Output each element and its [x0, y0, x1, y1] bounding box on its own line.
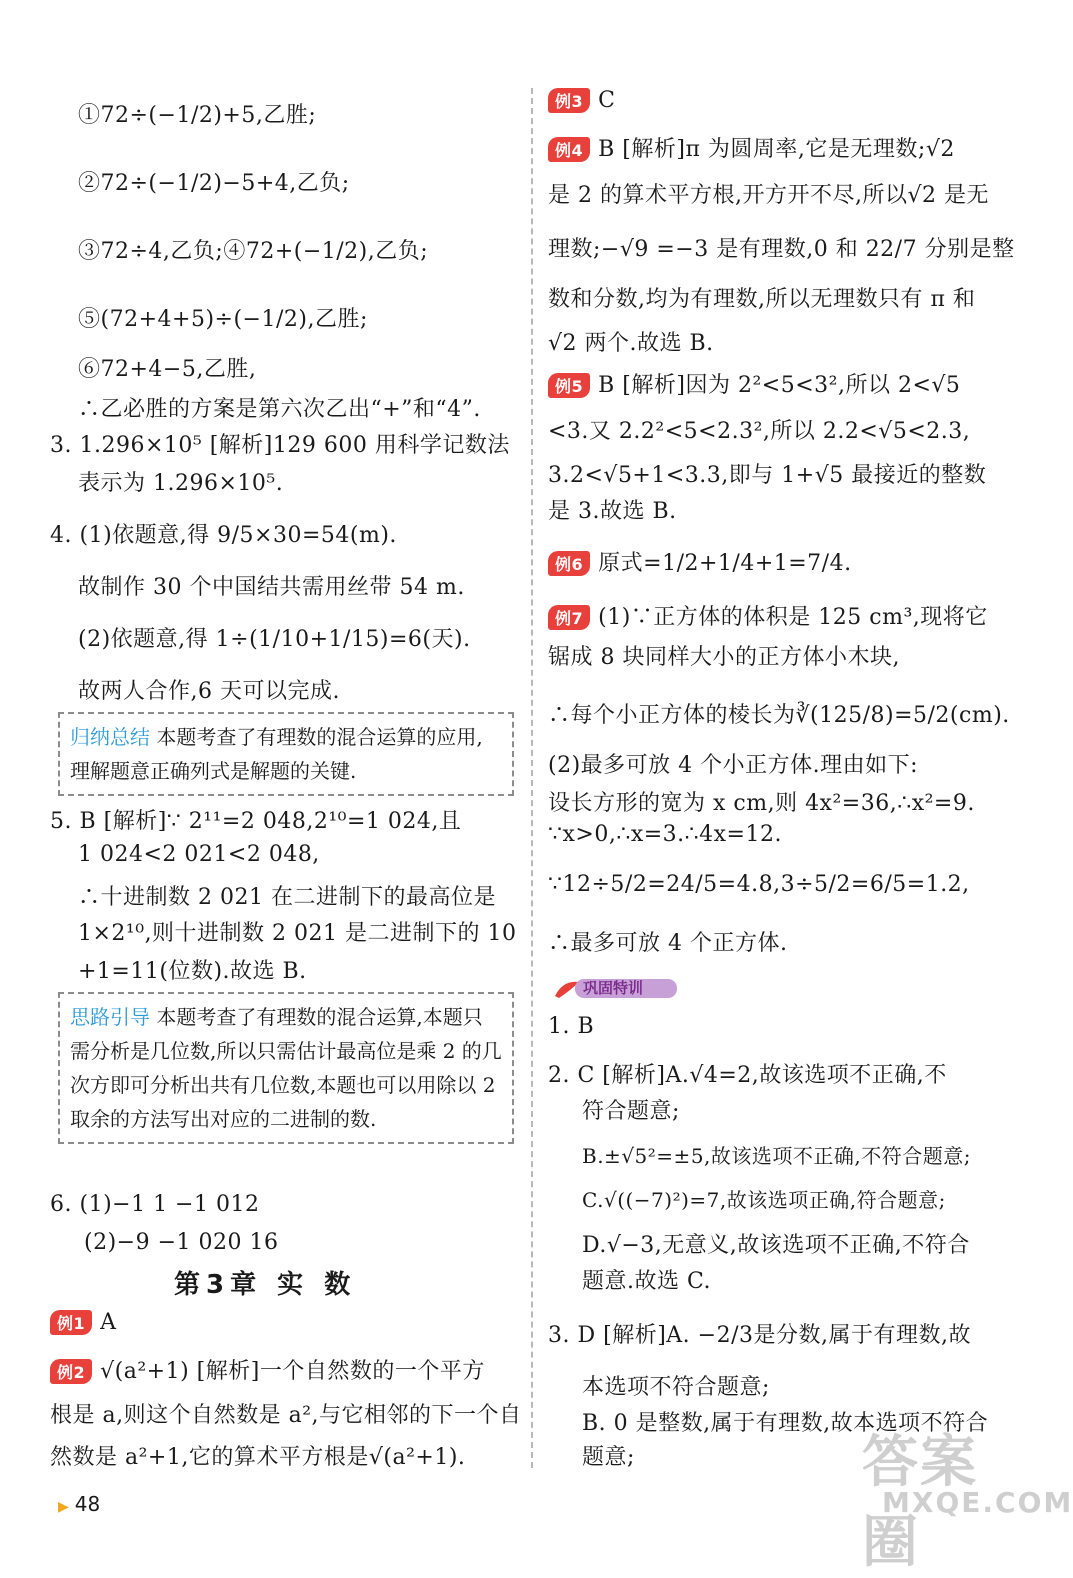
text-line: ③72÷4,乙负;④72+(−1/2),乙负; [78, 239, 429, 264]
hint-box [58, 992, 514, 1144]
example-tag: 例1 [50, 1310, 92, 1335]
example-text: √(a²+1) [解析]一个自然数的一个平方 [100, 1359, 485, 1384]
example-tag: 例7 [548, 605, 590, 630]
text-line: 数和分数,均为有理数,所以无理数只有 π 和 [548, 287, 976, 312]
text-line: <3.又 2.2²<5<2.3²,所以 2.2<√5<2.3, [548, 419, 971, 444]
example-line [548, 88, 615, 113]
text-line: C.√((−7)²)=7,故该选项正确,符合题意; [582, 1188, 946, 1212]
chapter-title: 第3章 实 数 [174, 1270, 357, 1300]
text-line: ∴每个小正方体的棱长为∛(125/8)=5/2(cm). [548, 703, 1010, 728]
text-line: 题意; [582, 1445, 635, 1470]
text-line: 符合题意; [582, 1099, 680, 1124]
text-line: 理数;−√9 =−3 是有理数,0 和 22/7 分别是整 [548, 237, 1015, 262]
text-line: ∴十进制数 2 021 在二进制下的最高位是 [78, 885, 496, 910]
column-divider [531, 88, 533, 1468]
text-line: ⑤(72+4+5)÷(−1/2),乙胜; [78, 307, 368, 332]
example-tag: 例5 [548, 373, 590, 398]
example-text: B [解析]因为 2²<5<3²,所以 2<√5 [598, 373, 961, 398]
summary-box-head: 归纳总结 [70, 725, 150, 749]
text-line: 锯成 8 块同样大小的正方体小木块, [548, 645, 900, 670]
example-line [548, 132, 955, 163]
example-line [50, 1354, 485, 1385]
text-line: 4. (1)依题意,得 9/5×30=54(m). [50, 523, 397, 548]
example-text: 原式=1/2+1/4+1=7/4. [598, 551, 852, 576]
watermark-url: MXQE.COM [882, 1486, 1073, 1519]
example-line [548, 368, 960, 399]
example-text: B [解析]π 为圆周率,它是无理数;√2 [598, 137, 955, 162]
text-line: 3.2<√5+1<3.3,即与 1+√5 最接近的整数 [548, 463, 987, 488]
text-line: (2)最多可放 4 个小正方体.理由如下: [548, 753, 919, 778]
text-line: 1 024<2 021<2 048, [78, 842, 320, 867]
watermark-text: 答案圈 [862, 1430, 978, 1575]
text-line: ⑥72+4−5,乙胜, [78, 357, 257, 382]
text-line: 题意.故选 C. [582, 1269, 712, 1294]
text-line: D.√−3,无意义,故该选项不正确,不符合 [582, 1233, 970, 1258]
text-line: ②72÷(−1/2)−5+4,乙负; [78, 171, 350, 196]
text-line: 3. 1.296×10⁵ [解析]129 600 用科学记数法 [50, 433, 510, 458]
text-line: ∵x>0,∴x=3.∴4x=12. [548, 822, 782, 847]
section-banner-label: 巩固特训 [583, 979, 644, 997]
example-line: 然数是 a²+1,它的算术平方根是√(a²+1). [50, 1445, 466, 1470]
text-line: 是 2 的算术平方根,开方开不尽,所以√2 是无 [548, 183, 989, 208]
text-line: 设长方形的宽为 x cm,则 4x²=36,∴x²=9. [548, 791, 975, 816]
text-line: ∴乙必胜的方案是第六次乙出“+”和“4”. [78, 397, 481, 422]
example-line [548, 600, 988, 631]
example-line [548, 546, 852, 577]
text-line: √2 两个.故选 B. [548, 331, 714, 356]
example-line: 根是 a,则这个自然数是 a²,与它相邻的下一个自 [50, 1403, 522, 1428]
summary-box-text: 本题考查了有理数的混合运算的应用,理解题意正确列式是解题的关键. [70, 725, 483, 783]
text-line: ∴最多可放 4 个正方体. [548, 931, 788, 956]
text-line: 故两人合作,6 天可以完成. [78, 679, 340, 704]
text-line: (2)依题意,得 1÷(1/10+1/15)=6(天). [78, 627, 471, 652]
text-line: 1×2¹⁰,则十进制数 2 021 是二进制下的 10 [78, 921, 517, 946]
example-text: A [100, 1310, 117, 1335]
section-banner [553, 976, 683, 1000]
text-line: ∵12÷5/2=24/5=4.8,3÷5/2=6/5=1.2, [548, 872, 970, 897]
text-line: B.±√5²=±5,故该选项不正确,不符合题意; [582, 1144, 971, 1168]
triangle-icon: ▶ [58, 1499, 69, 1515]
hint-box-head: 思路引导 [70, 1005, 150, 1029]
text-line: ①72÷(−1/2)+5,乙胜; [78, 103, 317, 128]
text-line: B. 0 是整数,属于有理数,故本选项不符合 [582, 1411, 989, 1436]
summary-box [58, 712, 514, 796]
text-line: +1=11(位数).故选 B. [78, 959, 307, 984]
hint-box-text: 本题考查了有理数的混合运算,本题只需分析是几位数,所以只需估计最高位是乘 2 的几次方即可分析出共有几位数,本题也可以用除以 2 取余的方法写出对应的二进制的数. [70, 1005, 502, 1131]
text-line: 表示为 1.296×10⁵. [78, 471, 284, 496]
page-number-text: 48 [74, 1492, 101, 1516]
page-number [58, 1492, 100, 1516]
text-line: 3. D [解析]A. −2/3是分数,属于有理数,故 [548, 1323, 971, 1348]
text-line: (2)−9 −1 020 16 [84, 1230, 279, 1255]
watermark [862, 1418, 1073, 1578]
text-line: 1. B [548, 1014, 595, 1039]
example-tag: 例6 [548, 551, 590, 576]
example-tag: 例4 [548, 137, 590, 162]
example-tag: 例3 [548, 88, 590, 113]
example-text: C [598, 88, 616, 113]
text-line: 6. (1)−1 1 −1 012 [50, 1192, 260, 1217]
example-line [50, 1310, 117, 1335]
text-line: 5. B [解析]∵ 2¹¹=2 048,2¹⁰=1 024,且 [50, 809, 462, 834]
text-line: 故制作 30 个中国结共需用丝带 54 m. [78, 575, 465, 600]
text-line: 是 3.故选 B. [548, 499, 677, 524]
text-line: 本选项不符合题意; [582, 1375, 770, 1400]
example-text: (1)∵正方体的体积是 125 cm³,现将它 [598, 605, 988, 630]
text-line: 2. C [解析]A.√4=2,故该选项不正确,不 [548, 1063, 947, 1088]
example-tag: 例2 [50, 1359, 92, 1384]
